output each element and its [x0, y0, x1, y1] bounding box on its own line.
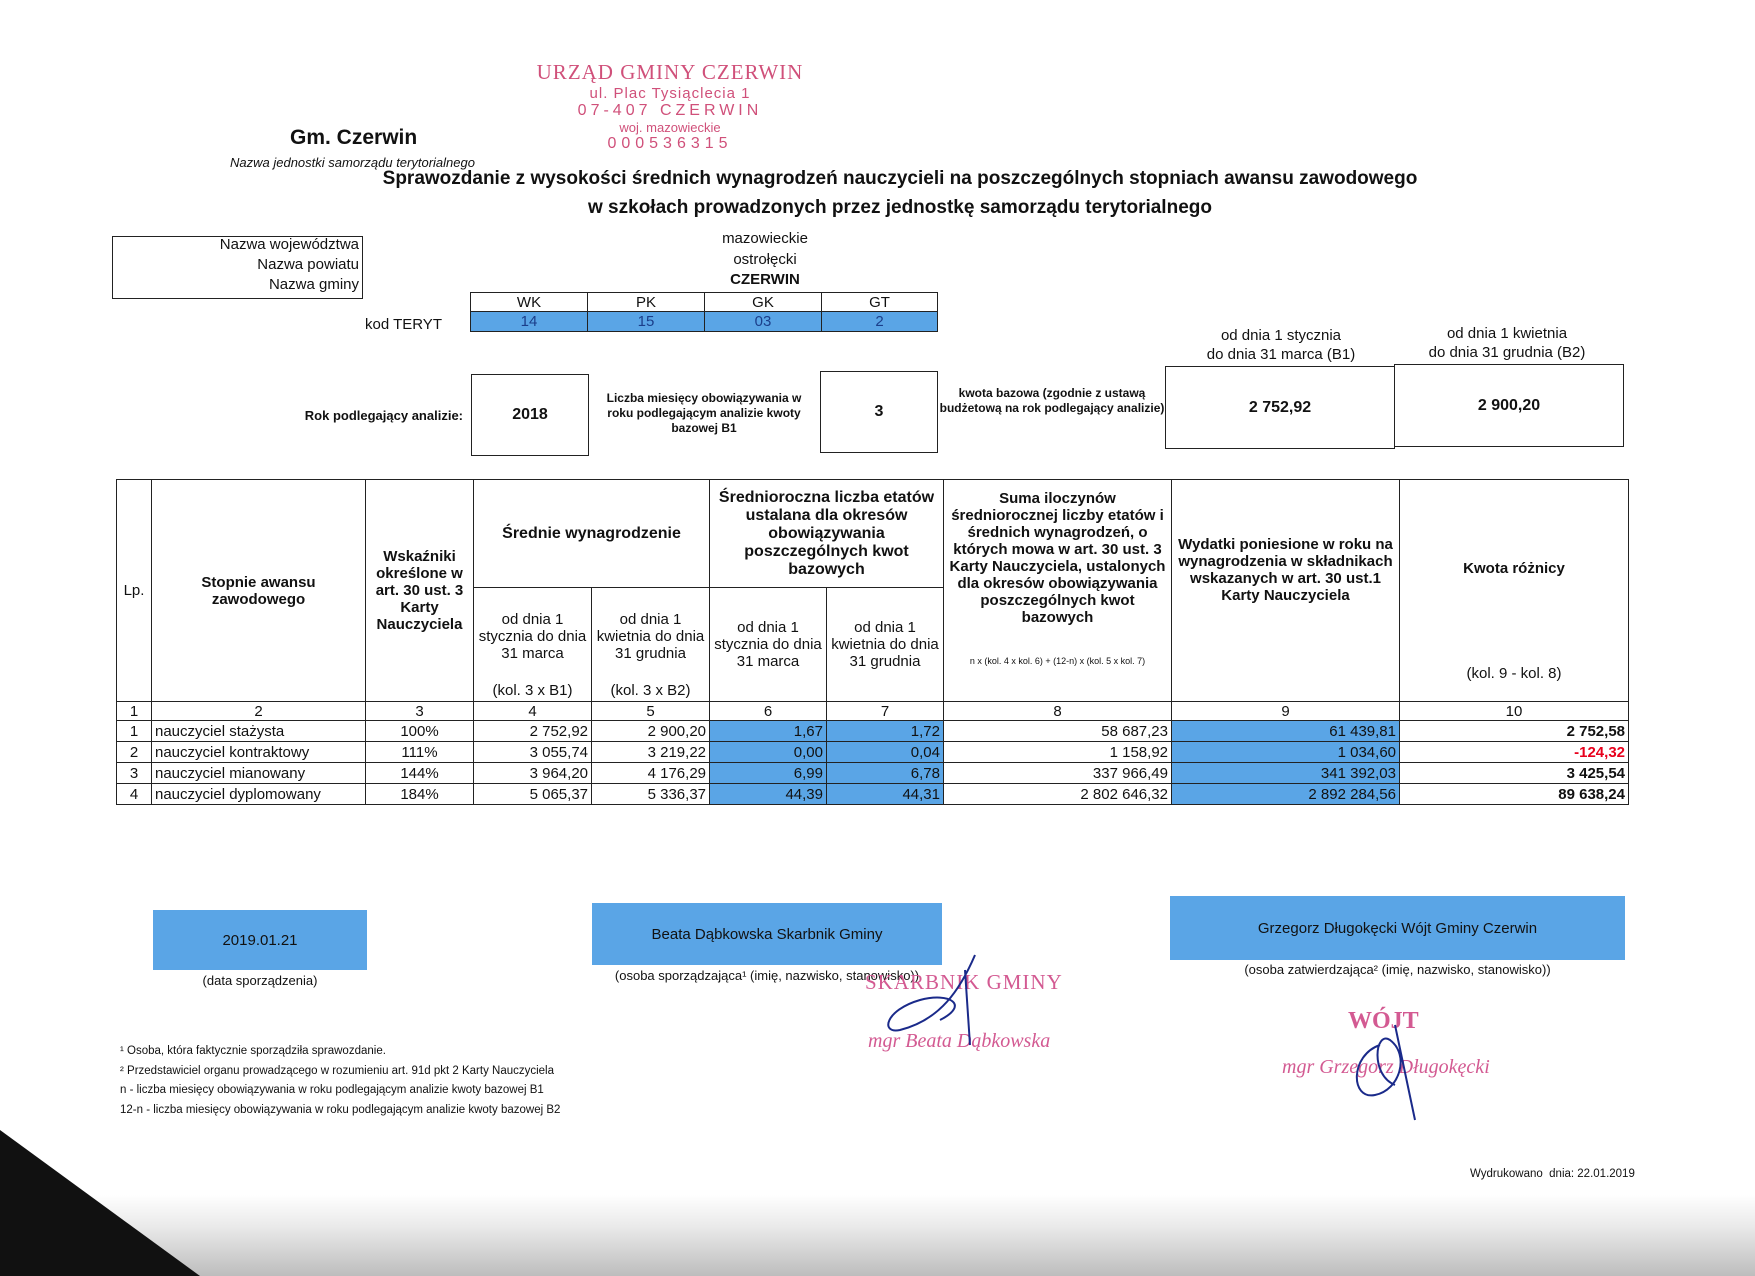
- commune-value: CZERWIN: [730, 271, 800, 288]
- row-diff: 89 638,24: [1400, 784, 1629, 805]
- stamp-line-2: ul. Plac Tysiąclecia 1: [589, 85, 751, 102]
- teryt-header-gt: GT: [821, 292, 938, 312]
- col-number: 9: [1172, 702, 1400, 721]
- approver-caption: (osoba zatwierdzająca² (imię, nazwisko, stanowisko)): [1244, 962, 1551, 977]
- teryt-header-wk: WK: [470, 292, 588, 312]
- voivodeship-label: Nazwa województwa: [219, 236, 359, 253]
- footnote-3: n - liczba miesięcy obowiązywania w roku podlegającym analizie kwoty bazowej B1: [120, 1084, 544, 1096]
- date-field: 2019.01.21: [153, 910, 367, 970]
- header-srednie-b: [592, 588, 710, 702]
- teryt-value-gk: 03: [704, 311, 822, 332]
- b2-period-label-2: do dnia 31 grudnia (B2): [1428, 344, 1586, 361]
- teryt-label: kod TERYT: [365, 316, 442, 333]
- row-pct: 111%: [366, 742, 474, 763]
- col-number: 2: [152, 702, 366, 721]
- header-etaty: Średnioroczna liczba etatów ustalana dla okresów obowiązywania poszczególnych kwot bazowych: [710, 480, 944, 588]
- table-row: [117, 742, 1629, 763]
- row-e1: 44,39: [710, 784, 827, 805]
- approver-signature-icon: [1340, 1015, 1450, 1125]
- unit-name: Gm. Czerwin: [290, 126, 418, 149]
- row-w2: 5 336,37: [592, 784, 710, 805]
- teryt-value-gt: 2: [821, 311, 938, 332]
- date-caption: (data sporządzenia): [202, 973, 318, 988]
- col-number: 4: [474, 702, 592, 721]
- footnote-2: ² Przedstawiciel organu prowadzącego w rozumieniu art. 91d pkt 2 Karty Nauczyciela: [120, 1065, 555, 1077]
- voivodeship-value: mazowieckie: [722, 230, 808, 247]
- wojt-stamp-name: mgr Grzegorz Długokęcki: [1282, 1056, 1490, 1078]
- row-e2: 1,72: [827, 721, 944, 742]
- stamp-line-3: 07-407 CZERWIN: [577, 102, 763, 119]
- table-row: [117, 763, 1629, 784]
- scan-shadow: [0, 1195, 1755, 1276]
- preparer-caption: (osoba sporządzająca¹ (imię, nazwisko, stanowisko)): [614, 968, 920, 983]
- row-suma: 2 802 646,32: [944, 784, 1172, 805]
- header-wskazniki: Wskaźniki określone w art. 30 ust. 3 Karty Nauczyciela: [366, 480, 474, 702]
- row-name: nauczyciel dyplomowany: [152, 784, 366, 805]
- footnote-1: ¹ Osoba, która faktycznie sporządziła sprawozdanie.: [120, 1045, 386, 1057]
- row-suma: 1 158,92: [944, 742, 1172, 763]
- skarbnik-stamp: SKARBNIK GMINY: [865, 970, 1063, 994]
- header-srednie-a: [474, 588, 592, 702]
- row-lp: 1: [117, 721, 152, 742]
- row-w2: 4 176,29: [592, 763, 710, 784]
- stamp-line-4: woj. mazowieckie: [619, 120, 721, 135]
- header-srednie-b-text: od dnia 1 kwietnia do dnia 31 grudnia: [596, 611, 705, 662]
- teryt-header-gk: GK: [704, 292, 822, 312]
- commune-label: Nazwa gminy: [268, 276, 359, 293]
- header-lp: Lp.: [117, 480, 152, 702]
- header-kwota-text: Kwota różnicy: [1463, 560, 1565, 577]
- office-stamp: [520, 60, 820, 153]
- b1-period-label-1: od dnia 1 stycznia: [1220, 327, 1342, 344]
- teryt-value-pk: 15: [587, 311, 705, 332]
- col-number: 7: [827, 702, 944, 721]
- header-etaty-b: od dnia 1 kwietnia do dnia 31 grudnia: [827, 588, 944, 702]
- header-srednie-a-note: (kol. 3 x B1): [492, 682, 573, 699]
- row-wydatki: 1 034,60: [1172, 742, 1400, 763]
- row-e2: 0,04: [827, 742, 944, 763]
- header-srednie-b-note: (kol. 3 x B2): [610, 682, 691, 699]
- row-lp: 4: [117, 784, 152, 805]
- header-etaty-a: od dnia 1 stycznia do dnia 31 marca: [710, 588, 827, 702]
- row-w1: 3 964,20: [474, 763, 592, 784]
- b2-value: 2 900,20: [1394, 364, 1624, 447]
- county-value: ostrołęcki: [733, 251, 797, 268]
- row-e1: 0,00: [710, 742, 827, 763]
- row-w2: 2 900,20: [592, 721, 710, 742]
- teryt-header-pk: PK: [587, 292, 705, 312]
- row-pct: 100%: [366, 721, 474, 742]
- scan-corner: [0, 1130, 200, 1276]
- row-e1: 6,99: [710, 763, 827, 784]
- b2-period-label-1: od dnia 1 kwietnia: [1446, 325, 1568, 342]
- stamp-line-5: 000536315: [607, 135, 733, 152]
- row-name: nauczyciel mianowany: [152, 763, 366, 784]
- header-stopnie: Stopnie awansu zawodowego: [152, 480, 366, 702]
- row-name: nauczyciel stażysta: [152, 721, 366, 742]
- b1-value: 2 752,92: [1165, 366, 1395, 449]
- header-kwota: [1400, 480, 1629, 702]
- months-label: Liczba miesięcy obowiązywania w roku podlegającym analizie kwoty bazowej B1: [606, 391, 802, 435]
- printed-date: Wydrukowano dnia: 22.01.2019: [1470, 1168, 1635, 1180]
- months-value: 3: [820, 371, 938, 453]
- row-diff: 3 425,54: [1400, 763, 1629, 784]
- col-number: 3: [366, 702, 474, 721]
- header-srednie-a-text: od dnia 1 stycznia do dnia 31 marca: [478, 611, 587, 662]
- header-suma: [944, 480, 1172, 702]
- row-w1: 5 065,37: [474, 784, 592, 805]
- row-pct: 144%: [366, 763, 474, 784]
- row-wydatki: 341 392,03: [1172, 763, 1400, 784]
- row-diff: 2 752,58: [1400, 721, 1629, 742]
- salary-table: [116, 479, 1629, 805]
- header-wydatki: Wydatki poniesione w roku na wynagrodzenia w składnikach wskazanych w art. 30 ust.1 Karty Nauczyciela: [1172, 480, 1400, 702]
- row-diff: -124,32: [1400, 742, 1629, 763]
- col-number: 1: [117, 702, 152, 721]
- row-suma: 337 966,49: [944, 763, 1172, 784]
- preparer-signature-icon: [880, 950, 1000, 1050]
- row-w1: 2 752,92: [474, 721, 592, 742]
- year-value: 2018: [471, 374, 589, 456]
- header-kwota-note: (kol. 9 - kol. 8): [1466, 665, 1562, 682]
- b1-period-label-2: do dnia 31 marca (B1): [1206, 346, 1356, 363]
- year-label: Rok podlegający analizie:: [304, 408, 463, 423]
- row-wydatki: 61 439,81: [1172, 721, 1400, 742]
- row-e2: 44,31: [827, 784, 944, 805]
- header-suma-text: Suma iloczynów średniorocznej liczby etatów i średnich wynagrodzeń, o których mowa w art. 30 ust. 3 Karty Nauczyciela, ustalonych dla okresów obowiązywania poszczególnych kwot bazowych: [949, 490, 1166, 626]
- col-number: 6: [710, 702, 827, 721]
- stamp-line-1: URZĄD GMINY CZERWIN: [536, 60, 804, 84]
- col-number: 8: [944, 702, 1172, 721]
- col-number: 10: [1400, 702, 1629, 721]
- row-wydatki: 2 892 284,56: [1172, 784, 1400, 805]
- preparer-field: Beata Dąbkowska Skarbnik Gminy: [592, 903, 942, 965]
- row-suma: 58 687,23: [944, 721, 1172, 742]
- skarbnik-stamp-name: mgr Beata Dąbkowska: [868, 1030, 1051, 1052]
- row-w1: 3 055,74: [474, 742, 592, 763]
- row-lp: 2: [117, 742, 152, 763]
- header-srednie: Średnie wynagrodzenie: [474, 480, 710, 588]
- table-row: [117, 721, 1629, 742]
- row-w2: 3 219,22: [592, 742, 710, 763]
- row-lp: 3: [117, 763, 152, 784]
- base-amount-label: kwota bazowa (zgodnie z ustawą budżetową na rok podlegający analizie): [939, 386, 1165, 415]
- footnote-4: 12-n - liczba miesięcy obowiązywania w roku podlegającym analizie kwoty bazowej B2: [120, 1104, 561, 1116]
- row-pct: 184%: [366, 784, 474, 805]
- row-name: nauczyciel kontraktowy: [152, 742, 366, 763]
- table-row: [117, 784, 1629, 805]
- unit-caption: Nazwa jednostki samorządu terytorialnego: [230, 155, 475, 170]
- approver-field: Grzegorz Długokęcki Wójt Gminy Czerwin: [1170, 896, 1625, 960]
- wojt-stamp: WÓJT: [1348, 1008, 1419, 1034]
- row-e2: 6,78: [827, 763, 944, 784]
- report-title-line-1: Sprawozdanie z wysokości średnich wynagrodzeń nauczycieli na poszczególnych stopniach awansu zawodowego: [382, 168, 1418, 189]
- teryt-value-wk: 14: [470, 311, 588, 332]
- col-number: 5: [592, 702, 710, 721]
- county-label: Nazwa powiatu: [257, 256, 359, 273]
- report-title-line-2: w szkołach prowadzonych przez jednostkę samorządu terytorialnego: [588, 197, 1212, 218]
- row-e1: 1,67: [710, 721, 827, 742]
- header-suma-note: n x (kol. 4 x kol. 6) + (12-n) x (kol. 5 x kol. 7): [969, 656, 1146, 666]
